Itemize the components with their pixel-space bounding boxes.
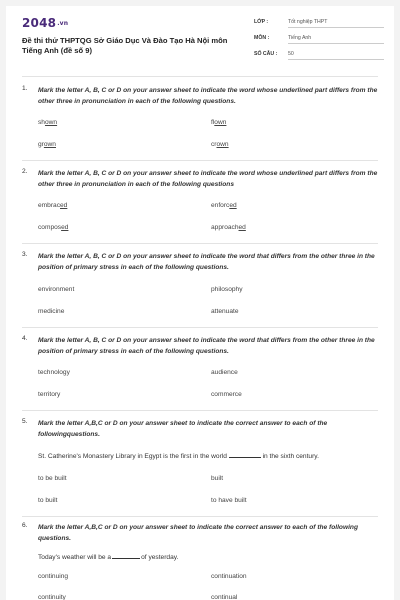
meta-underline [288, 59, 384, 60]
meta-value: Tiếng Anh [288, 35, 312, 41]
meta-key: SỐ CÂU : [254, 51, 278, 57]
question-number: 5. [22, 418, 28, 425]
option-text: compos [38, 224, 62, 231]
underlined-part: own [43, 141, 56, 148]
option-b[interactable] [211, 369, 238, 376]
option-d[interactable] [211, 497, 247, 504]
question-divider [22, 410, 378, 411]
underlined-part: own [214, 119, 227, 126]
option-text: continuation [211, 573, 247, 580]
answer-blank [229, 457, 261, 458]
option-text: attenuate [211, 308, 239, 315]
exam-title: Đề thi thử THPTQG Sở Giáo Dục Và Đào Tạo Hà Nội môn Tiếng Anh (đề số 9) [22, 36, 228, 55]
meta-class [254, 16, 384, 28]
option-a[interactable] [38, 573, 68, 580]
option-text: to built [38, 497, 58, 504]
option-text: approach [211, 224, 239, 231]
option-text: fl [211, 119, 215, 126]
option-text: environment [38, 286, 75, 293]
option-c[interactable] [38, 224, 68, 231]
option-text: built [211, 475, 224, 482]
option-text: gr [38, 141, 44, 148]
option-text: medicine [38, 308, 65, 315]
option-b[interactable] [211, 202, 237, 209]
option-d[interactable] [211, 224, 246, 231]
question-instruction: Mark the letter A,B,C or D on your answer sheet to indicate the correct answer to each of the following questions. [38, 524, 358, 542]
option-text: technology [38, 369, 70, 376]
option-c[interactable] [38, 497, 57, 504]
option-c[interactable] [38, 308, 64, 315]
stem-text: of yesterday. [141, 554, 179, 561]
header-divider [22, 76, 378, 77]
option-a[interactable] [38, 119, 57, 126]
option-b[interactable] [211, 119, 226, 126]
question-instruction: Mark the letter A, B, C or D on your answer sheet to indicate the word whose underlined part differs from the other three in pronunciation in each of the following questions. [38, 87, 378, 105]
worksheet-page [6, 6, 394, 600]
option-text: enforc [211, 202, 230, 209]
page-header [6, 6, 394, 70]
underlined-part: ed [238, 224, 246, 231]
meta-key: MÔN : [254, 35, 270, 41]
option-text: philosophy [211, 286, 243, 293]
logo-tld: .vn [57, 20, 69, 27]
option-d[interactable] [211, 594, 237, 600]
option-text: commerce [211, 391, 242, 398]
option-d[interactable] [211, 308, 239, 315]
option-text: to be built [38, 475, 67, 482]
question-number: 4. [22, 335, 28, 342]
option-text: cr [211, 141, 217, 148]
option-d[interactable] [211, 141, 229, 148]
underlined-part: ed [229, 202, 237, 209]
question-number: 2. [22, 168, 28, 175]
meta-value: Tốt nghiệp THPT [288, 19, 328, 25]
option-c[interactable] [38, 141, 56, 148]
answer-blank [112, 558, 140, 559]
question-instruction: Mark the letter A, B, C or D on your answer sheet to indicate the word that differs from the other three in the position of primary stress in each of the following questions. [38, 253, 375, 271]
stem-text: St. Catherine's Monastery Library in Egypt is the first in the world [38, 453, 227, 460]
option-c[interactable] [38, 594, 66, 600]
underlined-part: ed [61, 224, 69, 231]
question-instruction: Mark the letter A,B,C or D on your answer sheet to indicate the correct answer to each of the followingquestions. [38, 420, 328, 438]
meta-count [254, 48, 384, 60]
option-text: sh [38, 119, 45, 126]
question-divider [22, 327, 378, 328]
question-stem [38, 453, 378, 460]
question-number: 6. [22, 522, 28, 529]
underlined-part: ed [60, 202, 68, 209]
meta-value: 50 [288, 51, 294, 57]
option-b[interactable] [211, 475, 223, 482]
option-d[interactable] [211, 391, 242, 398]
option-text: audience [211, 369, 238, 376]
option-a[interactable] [38, 369, 70, 376]
option-c[interactable] [38, 391, 60, 398]
option-text: continual [211, 594, 238, 600]
question-number: 3. [22, 251, 28, 258]
question-instruction: Mark the letter A, B, C or D on your answer sheet to indicate the word that differs from the other three in the position of primary stress in each of the following questions. [38, 337, 375, 355]
option-b[interactable] [211, 286, 243, 293]
underlined-part: own [216, 141, 229, 148]
question-instruction: Mark the letter A, B, C or D on your answer sheet to indicate the word whose underlined part differs from the other three in pronunciation in each of the following questions [38, 170, 378, 188]
option-text: continuing [38, 573, 69, 580]
question-divider [22, 516, 378, 517]
question-divider [22, 160, 378, 161]
underlined-part: own [44, 119, 58, 126]
stem-text: Today's weather will be a [38, 554, 112, 561]
option-text: territory [38, 391, 61, 398]
meta-underline [288, 43, 384, 44]
option-a[interactable] [38, 202, 67, 209]
meta-subject [254, 32, 384, 44]
option-a[interactable] [38, 475, 67, 482]
question-divider [22, 243, 378, 244]
site-logo[interactable] [22, 16, 68, 30]
option-text: continuity [38, 594, 66, 600]
stem-text: in the sixth century. [262, 453, 319, 460]
option-b[interactable] [211, 573, 247, 580]
meta-underline [288, 27, 384, 28]
option-text: to have built [211, 497, 247, 504]
meta-key: LỚP : [254, 19, 269, 25]
logo-main: 2048 [22, 16, 57, 30]
question-stem [38, 554, 378, 561]
option-a[interactable] [38, 286, 74, 293]
question-number: 1. [22, 85, 28, 92]
option-text: embrac [38, 202, 60, 209]
